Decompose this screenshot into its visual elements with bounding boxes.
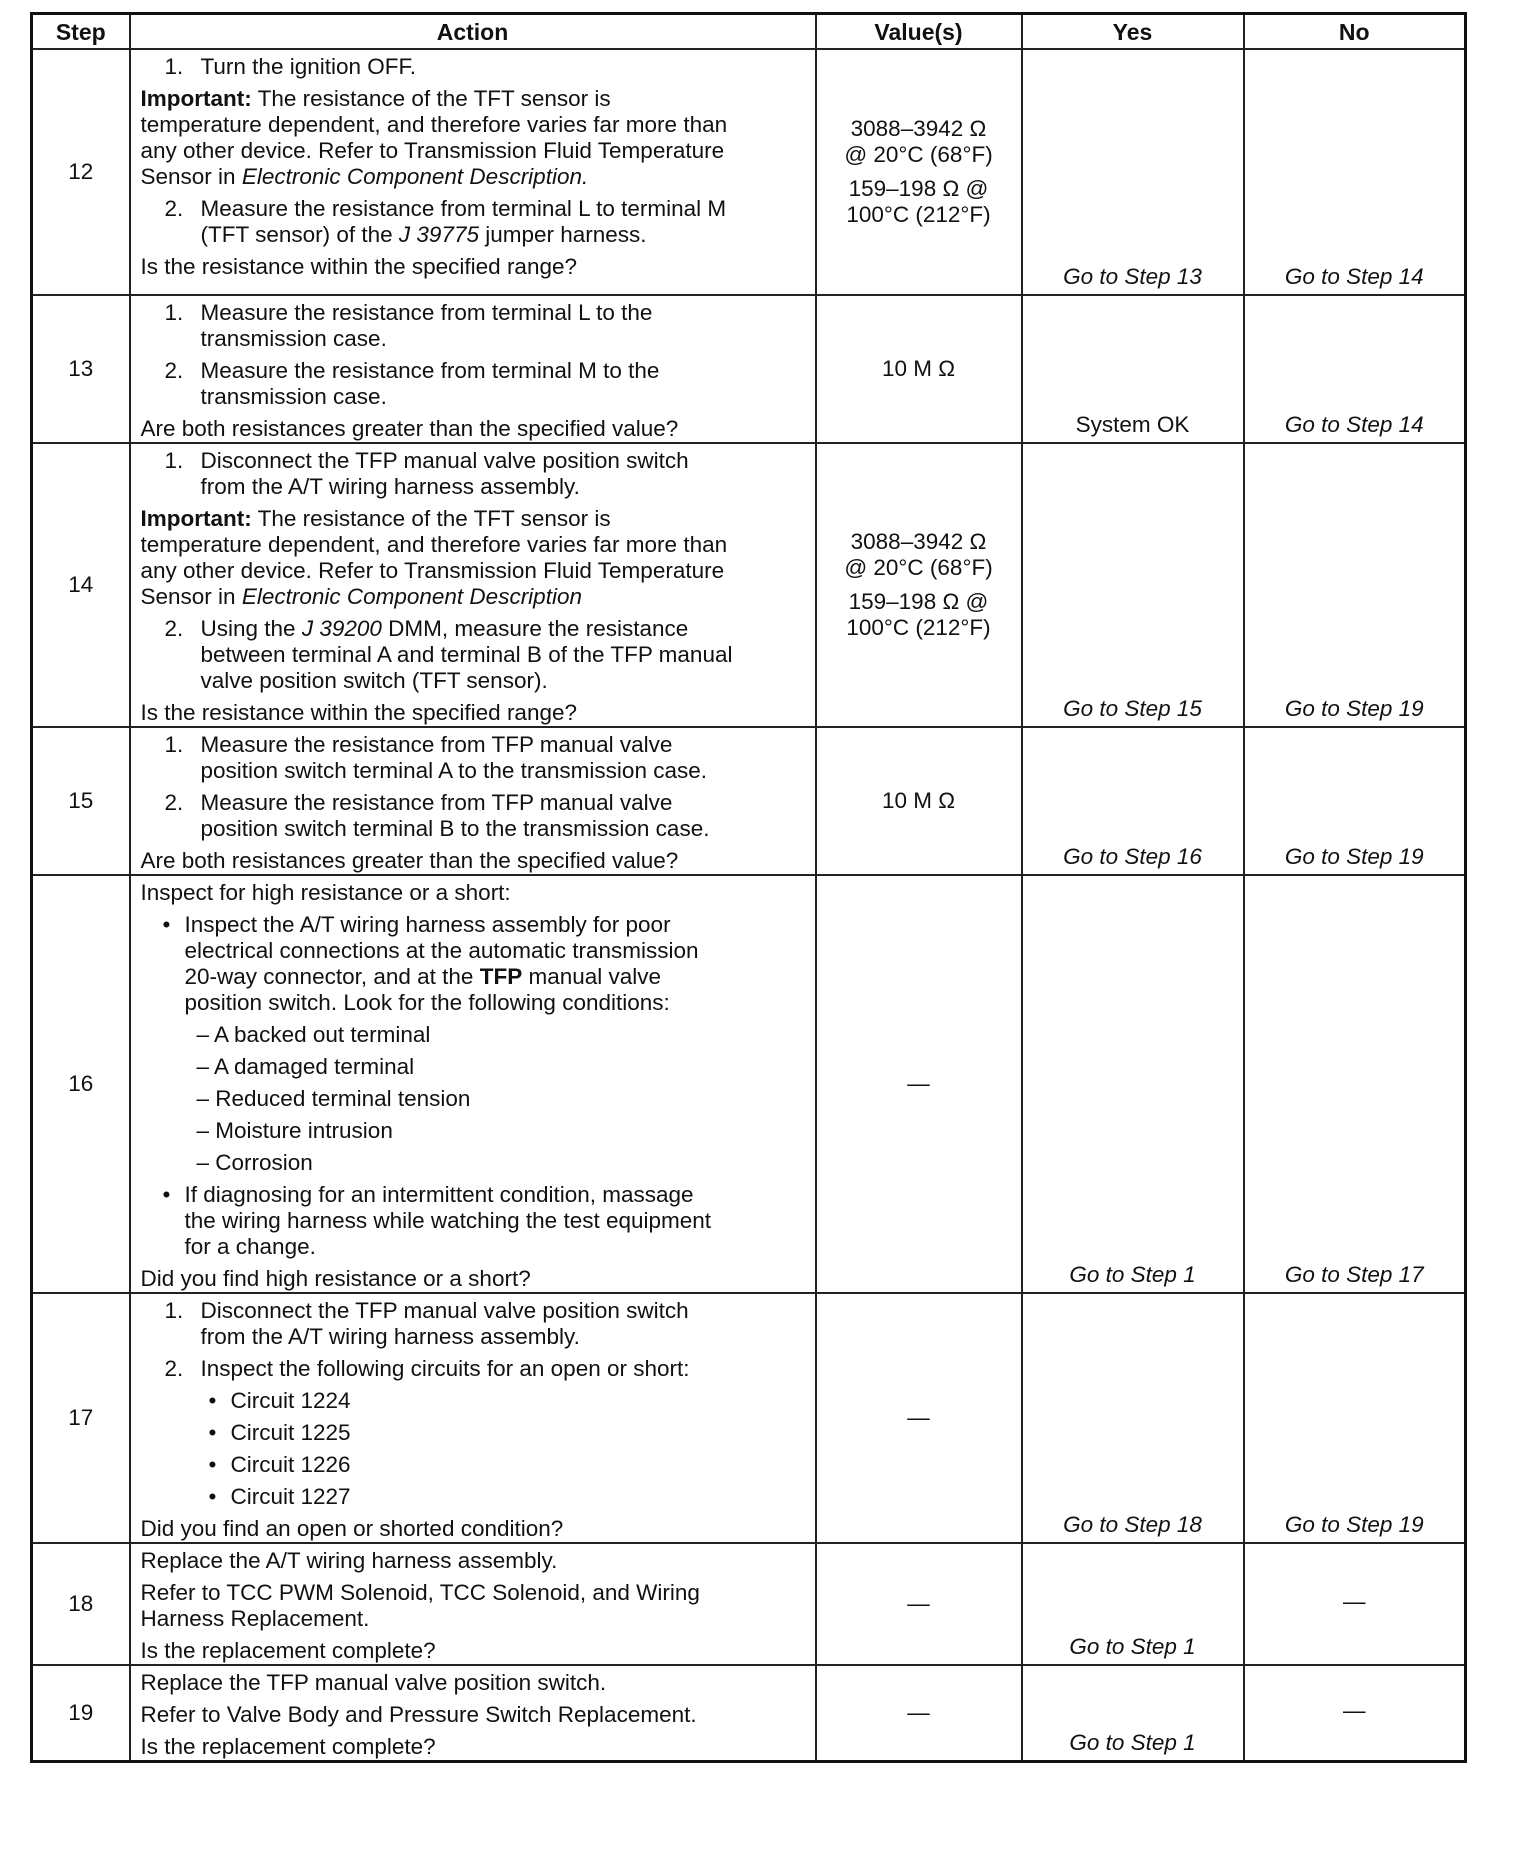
important-note: Important: The resistance of the TFT sensor is temperature dependent, and therefore varies far more than any other device. Refer to Transmission Fluid Temperature Sensor in Electronic Component Description bbox=[140, 506, 728, 609]
step-number: 18 bbox=[32, 1543, 130, 1665]
circuit-item: Circuit 1224 bbox=[230, 1388, 351, 1413]
step-number: 15 bbox=[32, 727, 130, 875]
action-cell: Replace the A/T wiring harness assembly. Refer to TCC PWM Solenoid, TCC Solenoid, and Wiring Harness Replacement. Is the replacement complete? bbox=[130, 1543, 816, 1665]
diagnostic-table-page bbox=[30, 12, 1464, 1763]
bullet-icon: • bbox=[208, 1484, 217, 1509]
item-number: 2. bbox=[164, 196, 184, 221]
action-cell: 1. Disconnect the TFP manual valve position switch from the A/T wiring harness assembly. Important: The resistance of the TFT sensor is temperature dependent, and therefore varies far more than any other device. Refer to Transmission Fluid Temperature Sensor in Electronic Component Description 2. Using the J 39200 DMM, measure the resistance between terminal A and terminal B of the TFP manual valve position switch (TFT sensor). Is the resistance within the specified range? bbox=[130, 443, 816, 727]
question-text: Are both resistances greater than the specified value? bbox=[140, 848, 679, 873]
action-cell: 1. Measure the resistance from TFP manual valve position switch terminal A to the transmission case. 2. Measure the resistance from TFP manual valve position switch terminal B to the transmission case. Are both resistances greater than the specified value? bbox=[130, 727, 816, 875]
question-text: Is the resistance within the specified range? bbox=[140, 254, 577, 279]
yes-cell: Go to Step 15 bbox=[1022, 443, 1244, 727]
yes-cell: Go to Step 1 bbox=[1022, 1665, 1244, 1762]
table-row-step-13 bbox=[32, 295, 1466, 443]
step-number: 19 bbox=[32, 1665, 130, 1762]
yes-cell: System OK bbox=[1022, 295, 1244, 443]
question-text: Did you find high resistance or a short? bbox=[140, 1266, 531, 1291]
item-number: 1. bbox=[164, 54, 184, 79]
question-text: Is the resistance within the specified range? bbox=[140, 700, 577, 725]
table-row-step-12 bbox=[32, 49, 1466, 295]
action-cell: Replace the TFP manual valve position switch. Refer to Valve Body and Pressure Switch Replacement. Is the replacement complete? bbox=[130, 1665, 816, 1762]
value-cell: 3088–3942 Ω @ 20°C (68°F) 159–198 Ω @ 100°C (212°F) bbox=[816, 443, 1022, 727]
circuit-item: Circuit 1226 bbox=[230, 1452, 351, 1477]
no-cell: — bbox=[1244, 1665, 1466, 1762]
yes-cell: Go to Step 1 bbox=[1022, 875, 1244, 1293]
value-cell: — bbox=[816, 1543, 1022, 1665]
header-action: Action bbox=[130, 14, 816, 50]
value-cell: — bbox=[816, 875, 1022, 1293]
question-text: Is the replacement complete? bbox=[140, 1638, 436, 1663]
yes-cell: Go to Step 16 bbox=[1022, 727, 1244, 875]
table-row-step-18 bbox=[32, 1543, 1466, 1665]
bullet-icon: • bbox=[162, 912, 171, 937]
important-label: Important: bbox=[140, 506, 252, 531]
no-cell: Go to Step 19 bbox=[1244, 727, 1466, 875]
diagnostic-table bbox=[30, 12, 1467, 1763]
step-number: 16 bbox=[32, 875, 130, 1293]
action-cell: 1. Disconnect the TFP manual valve position switch from the A/T wiring harness assembly. 2. Inspect the following circuits for an open or short: • Circuit 1224 • Circuit 1225 • Circuit 1226 • Circuit 1227 Did you find an open or shorted condition? bbox=[130, 1293, 816, 1543]
action-text: Turn the ignition OFF. bbox=[200, 54, 417, 79]
circuit-item: Circuit 1227 bbox=[230, 1484, 351, 1509]
no-cell: — bbox=[1244, 1543, 1466, 1665]
yes-cell: Go to Step 18 bbox=[1022, 1293, 1244, 1543]
action-cell: 1. Measure the resistance from terminal L to the transmission case. 2. Measure the resistance from terminal M to the transmission case. Are both resistances greater than the specified value? bbox=[130, 295, 816, 443]
condition-item: – A backed out terminal bbox=[196, 1022, 431, 1047]
no-cell: Go to Step 14 bbox=[1244, 49, 1466, 295]
important-note: Important: The resistance of the TFT sensor is temperature dependent, and therefore varies far more than any other device. Refer to Transmission Fluid Temperature Sensor in Electronic Component Description. bbox=[140, 86, 728, 189]
condition-item: – Reduced terminal tension bbox=[196, 1086, 471, 1111]
no-cell: Go to Step 17 bbox=[1244, 875, 1466, 1293]
no-cell: Go to Step 19 bbox=[1244, 443, 1466, 727]
table-row-step-19 bbox=[32, 1665, 1466, 1762]
table-row-step-15 bbox=[32, 727, 1466, 875]
step-number: 17 bbox=[32, 1293, 130, 1543]
bullet-icon: • bbox=[162, 1182, 171, 1207]
value-cell: 3088–3942 Ω @ 20°C (68°F) 159–198 Ω @ 100°C (212°F) bbox=[816, 49, 1022, 295]
condition-item: – Moisture intrusion bbox=[196, 1118, 393, 1143]
important-label: Important: bbox=[140, 86, 252, 111]
bullet-icon: • bbox=[208, 1420, 217, 1445]
header-no: No bbox=[1244, 14, 1466, 50]
value-cell: — bbox=[816, 1665, 1022, 1762]
question-text: Is the replacement complete? bbox=[140, 1734, 436, 1759]
question-text: Did you find an open or shorted condition? bbox=[140, 1516, 564, 1541]
no-cell: Go to Step 19 bbox=[1244, 1293, 1466, 1543]
table-row-step-14 bbox=[32, 443, 1466, 727]
yes-cell: Go to Step 1 bbox=[1022, 1543, 1244, 1665]
header-row bbox=[32, 14, 1466, 50]
question-text: Are both resistances greater than the specified value? bbox=[140, 416, 679, 441]
table-row-step-16 bbox=[32, 875, 1466, 1293]
action-cell: 1. Turn the ignition OFF. Important: The resistance of the TFT sensor is temperature dependent, and therefore varies far more than any other device. Refer to Transmission Fluid Temperature Sensor in Electronic Component Description. 2. Measure the resistance from terminal L to terminal M (TFT sensor) of the J 39775 jumper harness. Is the resistance within the specified range? bbox=[130, 49, 816, 295]
condition-item: – Corrosion bbox=[196, 1150, 313, 1175]
value-cell: — bbox=[816, 1293, 1022, 1543]
action-cell: Inspect for high resistance or a short: • Inspect the A/T wiring harness assembly for poor electrical connections at the automatic transmission 20-way connector, and at the TFP manual valve position switch. Look for the following conditions: – A backed out terminal – A damaged terminal – Reduced terminal tension – Moisture intrusion – Corrosion • If diagnosing for an intermittent condition, massage the wiring harness while watching the test equipment for a change. Did you find high resistance or a short? bbox=[130, 875, 816, 1293]
circuit-item: Circuit 1225 bbox=[230, 1420, 351, 1445]
header-values: Value(s) bbox=[816, 14, 1022, 50]
header-yes: Yes bbox=[1022, 14, 1244, 50]
bullet-icon: • bbox=[208, 1452, 217, 1477]
table-row-step-17 bbox=[32, 1293, 1466, 1543]
value-cell: 10 M Ω bbox=[816, 295, 1022, 443]
yes-cell: Go to Step 13 bbox=[1022, 49, 1244, 295]
step-number: 13 bbox=[32, 295, 130, 443]
no-cell: Go to Step 14 bbox=[1244, 295, 1466, 443]
condition-item: – A damaged terminal bbox=[196, 1054, 415, 1079]
step-number: 14 bbox=[32, 443, 130, 727]
bullet-icon: • bbox=[208, 1388, 217, 1413]
step-number: 12 bbox=[32, 49, 130, 295]
header-step: Step bbox=[32, 14, 130, 50]
value-cell: 10 M Ω bbox=[816, 727, 1022, 875]
